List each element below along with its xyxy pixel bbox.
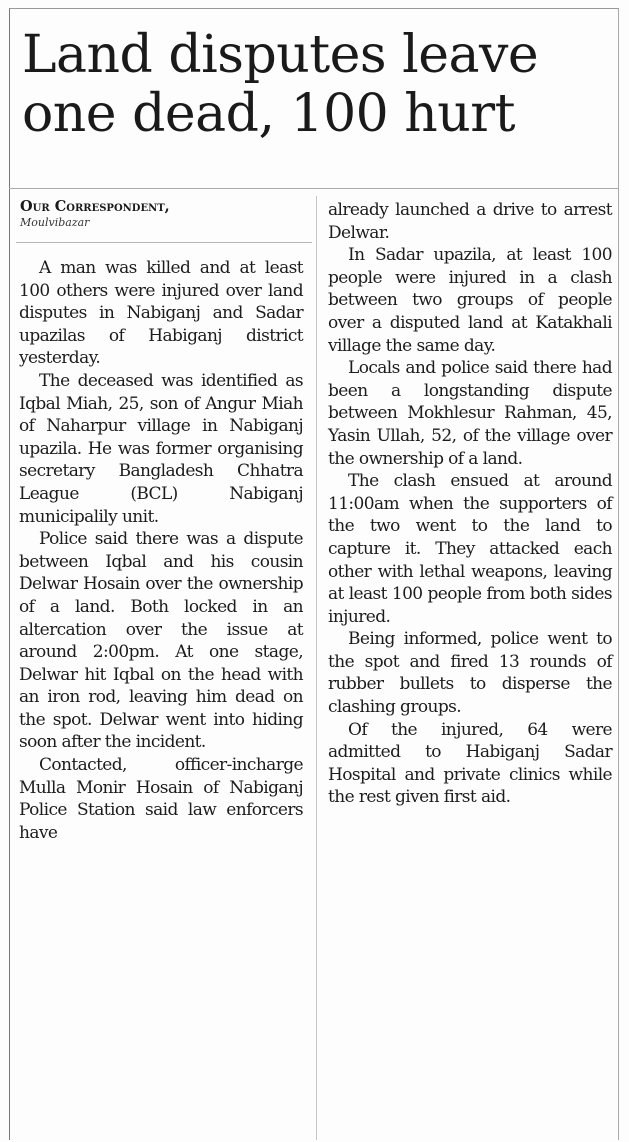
paragraph: Police said there was a dispute between Iqbal and his cousin Delwar Hosain over the ownership of a land. Both locked in an altercation over the issue at around 2:00pm. At one stage, Delwar hit Iqbal on the head with an iron rod, leaving him dead on the spot. Delwar went into hiding soon after the incident. [19,529,303,753]
paragraph: Locals and police said there had been a longstanding dispute between Mokhlesur Rahman, 45, Yasin Ullah, 52, of the village over the ownership of a land. [328,358,612,469]
byline-author: Our Correspondent, [20,198,170,215]
byline-location: Moulvibazar [20,216,90,229]
paragraph: A man was killed and at least 100 others were injured over land disputes in Nabiganj and Sadar upazilas of Habiganj district yesterday. [19,258,303,369]
column-divider [316,196,317,1140]
paragraph: Contacted, officer-incharge Mulla Monir Hosain of Nabiganj Police Station said law enforcers have [19,755,303,843]
paragraph: The clash ensued at around 11:00am when the supporters of the two went to the land to capture it. They attacked each other with lethal weapons, leaving at least 100 people from both sides injured. [328,471,612,627]
article-column-right [328,199,612,809]
article-column-left [19,257,303,844]
headline: Land disputes leave one dead, 100 hurt [22,25,539,144]
paragraph: In Sadar upazila, at least 100 people were injured in a clash between two groups of people over a disputed land at Katakhali village the same day. [328,245,612,356]
headline-divider [9,188,619,189]
paragraph: Being informed, police went to the spot and fired 13 rounds of rubber bullets to disperse the clashing groups. [328,629,612,718]
byline [20,198,310,230]
paragraph: The deceased was identified as Iqbal Miah, 25, son of Angur Miah of Naharpur village in Nabiganj upazila. He was former organising secretary Bangladesh Chhatra League (BCL) Nabiganj municipalily unit. [19,370,303,527]
paragraph: Of the injured, 64 were admitted to Habiganj Sadar Hospital and private clinics while the rest given first aid. [328,719,612,808]
paragraph: already launched a drive to arrest Delwar. [328,200,612,243]
byline-divider [16,242,312,243]
